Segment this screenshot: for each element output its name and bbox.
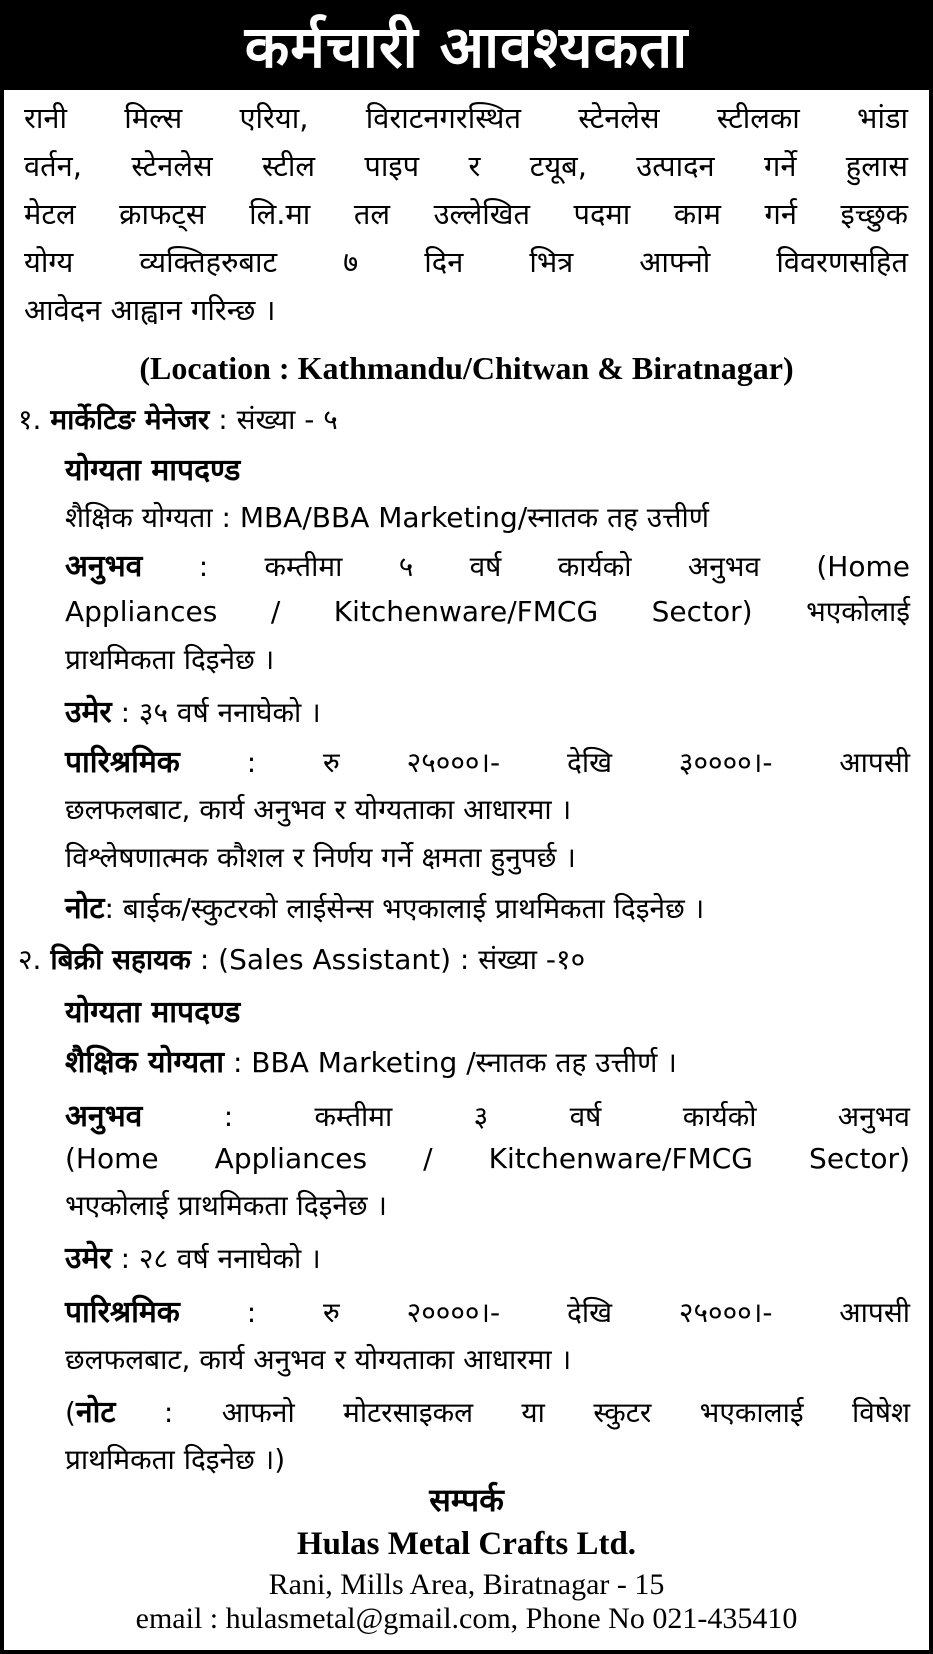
skills-line: विश्लेषणात्मक कौशल र निर्णय गर्ने क्षमता हुनुपर्छ । xyxy=(65,841,576,874)
position-title: मार्केटिङ मेनेजर xyxy=(50,403,210,436)
note-open: ( xyxy=(65,1396,76,1429)
experience-line: Appliances / Kitchenware/FMCG Sector) भएकोलाई xyxy=(65,595,910,628)
experience-label: अनुभव xyxy=(65,549,143,584)
salary-text: : रु २५०००।- देखि ३००००।- आपसी xyxy=(246,746,910,779)
salary-label: पारिश्रमिक xyxy=(65,745,180,780)
experience-line: भएकोलाई प्राथमिकता दिइनेछ । xyxy=(65,1189,388,1222)
salary-label: पारिश्रमिक xyxy=(65,1295,180,1330)
note-text: : बाईक/स्कुटरको लाईसेन्स भएकालाई प्राथमिकता दिइनेछ । xyxy=(104,892,705,925)
location-line: (Location : Kathmandu/Chitwan & Biratnagar) xyxy=(139,350,794,386)
note-text: : आफनो मोटरसाइकल या स्कुटर भएकालाई विषेश xyxy=(163,1396,910,1429)
intro-line: योग्य व्यक्तिहरुबाट ७ दिन भित्र आफ्नो विवरणसहित xyxy=(24,245,908,279)
age-line xyxy=(65,1236,910,1277)
salary-text: : रु २००००।- देखि २५०००।- आपसी xyxy=(246,1296,910,1329)
experience-line: प्राथमिकता दिइनेछ । xyxy=(65,643,275,676)
position-count: : संख्या - ५ xyxy=(218,403,338,436)
contact-heading: सम्पर्क xyxy=(429,1481,504,1519)
position-count: : (Sales Assistant) : संख्या -१० xyxy=(199,943,586,976)
experience-line xyxy=(65,1094,910,1135)
position-number: २. xyxy=(18,943,42,976)
experience-text: : कम्तीमा ३ वर्ष कार्यको अनुभव xyxy=(223,1100,910,1133)
salary-line: छलफलबाट, कार्य अनुभव र योग्यताका आधारमा । xyxy=(65,1343,572,1376)
age-line xyxy=(65,690,910,731)
education-label: शैक्षिक योग्यता xyxy=(65,1045,225,1080)
education-text: : BBA Marketing /स्नातक तह उत्तीर्ण । xyxy=(232,1046,677,1079)
age-text: : ३५ वर्ष ननाघेको । xyxy=(120,696,321,729)
experience-line: (Home Appliances / Kitchenware/FMCG Sector) xyxy=(65,1142,910,1175)
criteria-heading: योग्यता मापदण्ड xyxy=(65,995,241,1030)
position-1-heading xyxy=(18,400,338,438)
criteria-heading: योग्यता मापदण्ड xyxy=(65,453,241,488)
intro-line: आवेदन आह्वान गरिन्छ । xyxy=(24,293,276,327)
intro-line: मेटल क्राफट्स लि.मा तल उल्लेखित पदमा काम गर्न इच्छुक xyxy=(24,197,908,231)
note-line: प्राथमिकता दिइनेछ ।) xyxy=(65,1443,286,1476)
position-title: बिक्री सहायक xyxy=(50,943,191,976)
page-title: कर्मचारी आवश्यकता xyxy=(4,4,929,90)
salary-line: छलफलबाट, कार्य अनुभव र योग्यताका आधारमा । xyxy=(65,793,572,826)
experience-label: अनुभव xyxy=(65,1099,143,1134)
education-line: शैक्षिक योग्यता : MBA/BBA Marketing/स्नातक तह उत्तीर्ण xyxy=(65,501,709,534)
experience-text: : कम्तीमा ५ वर्ष कार्यको अनुभव (Home xyxy=(198,550,910,583)
note-label: नोट xyxy=(65,891,105,926)
position-2-heading xyxy=(18,940,585,978)
education-line xyxy=(65,1040,910,1081)
note-line xyxy=(65,1390,910,1431)
age-text: : २८ वर्ष ननाघेको । xyxy=(120,1242,321,1275)
position-number: १. xyxy=(18,403,42,436)
experience-line xyxy=(65,544,910,585)
age-label: उमेर xyxy=(65,1241,112,1276)
note-line xyxy=(65,886,910,927)
salary-line xyxy=(65,1290,910,1331)
company-address: Rani, Mills Area, Biratnagar - 15 xyxy=(268,1568,665,1601)
intro-line: रानी मिल्स एरिया, विराटनगरस्थित स्टेनलेस स्टीलका भांडा xyxy=(24,101,908,135)
note-label: नोट xyxy=(75,1395,116,1430)
salary-line xyxy=(65,740,910,781)
age-label: उमेर xyxy=(65,695,112,730)
intro-line: वर्तन, स्टेनलेस स्टील पाइप र टयूब, उत्पादन गर्ने हुलास xyxy=(24,149,908,183)
contact-email-phone: email : hulasmetal@gmail.com, Phone No 021-435410 xyxy=(135,1602,798,1635)
company-name: Hulas Metal Crafts Ltd. xyxy=(296,1526,637,1562)
